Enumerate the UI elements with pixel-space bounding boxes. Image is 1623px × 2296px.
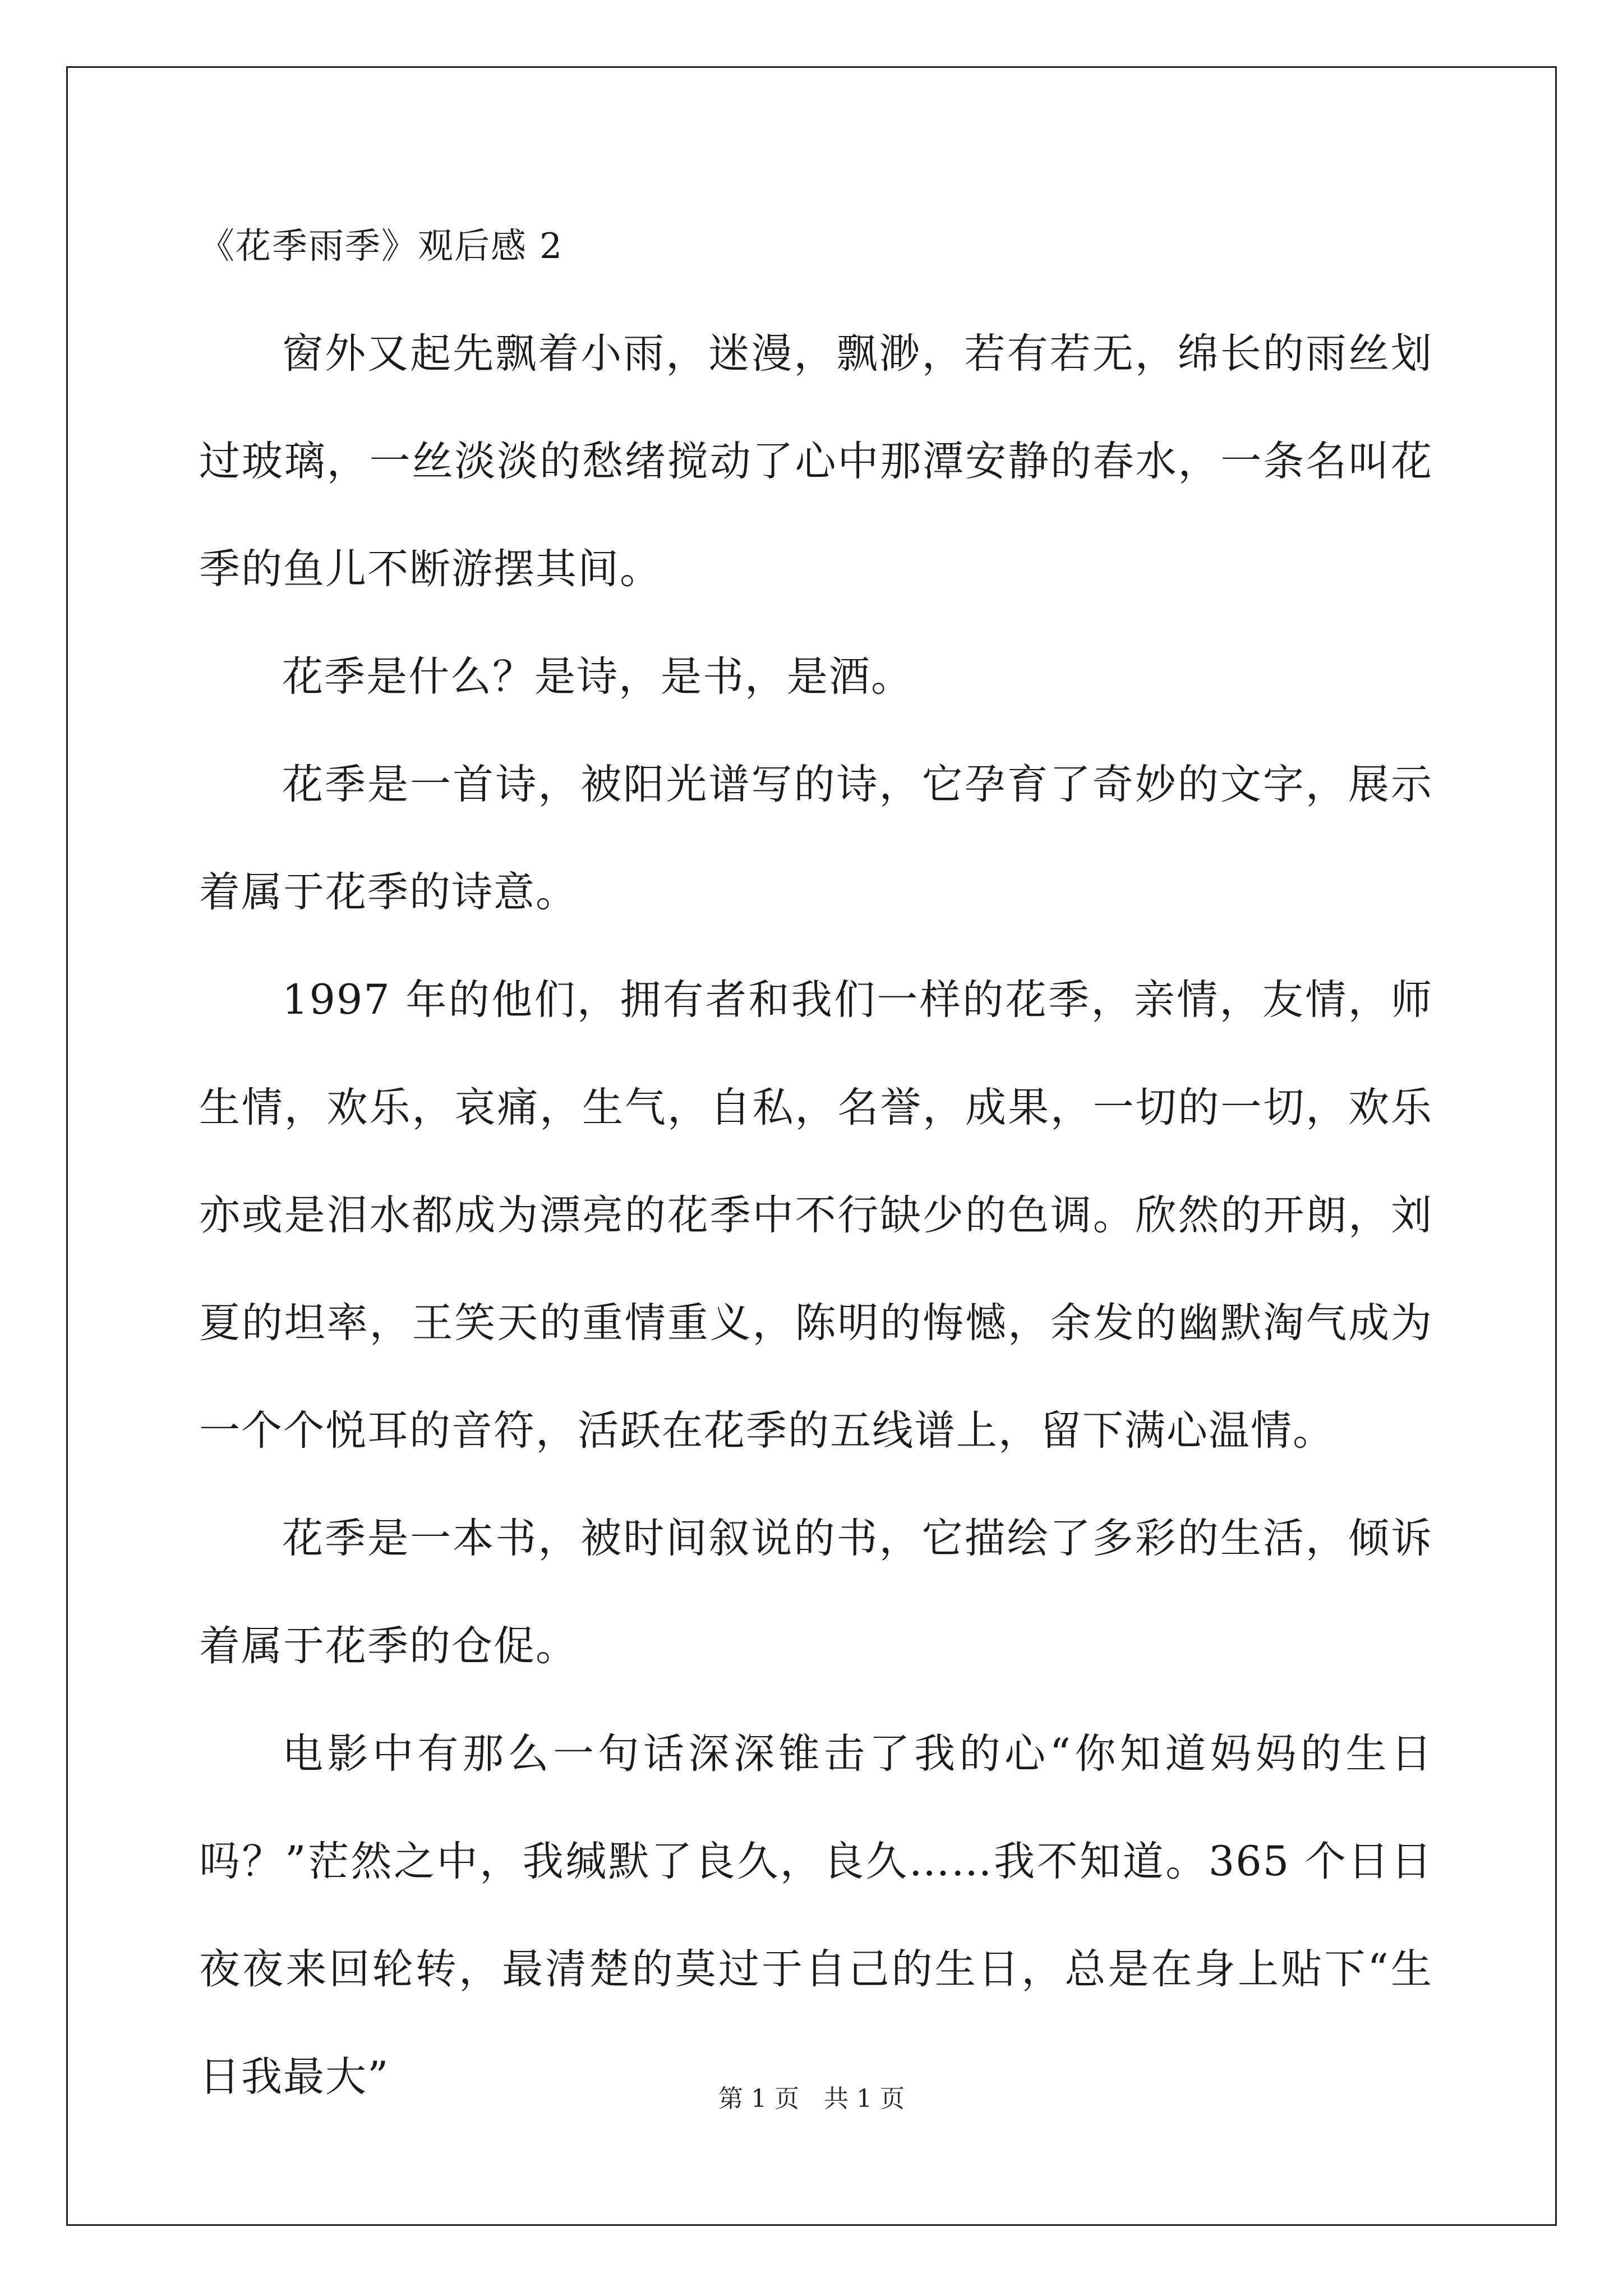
document-body (199, 219, 1433, 2131)
page-footer (0, 2082, 1623, 2116)
paragraph: 1997 年的他们，拥有者和我们一样的花季，亲情，友情，师生情，欢乐，哀痛，生气，自私，名誉，成果，一切的一切，欢乐亦或是泪水都成为漂亮的花季中不行缺少的色调。欣然的开朗，刘夏的坦率，王笑天的重情重义，陈明的悔憾，余发的幽默淘气成为一个个悦耳的音符，活跃在花季的五线谱上，留下满心温情。 (199, 976, 1433, 1455)
paragraph: 花季是一首诗，被阳光谱写的诗，它孕育了奇妙的文字，展示着属于花季的诗意。 (199, 761, 1433, 916)
paragraph: 窗外又起先飘着小雨，迷漫，飘渺，若有若无，绵长的雨丝划过玻璃，一丝淡淡的愁绪搅动了心中那潭安静的春水，一条名叫花季的鱼儿不断游摆其间。 (199, 330, 1433, 593)
paragraph: 花季是一本书，被时间叙说的书，它描绘了多彩的生活，倾诉着属于花季的仓促。 (199, 1515, 1433, 1670)
paragraph: 花季是什么？是诗，是书，是酒。 (282, 653, 913, 701)
page-number: 第 1 页 (718, 2085, 799, 2113)
document-title: 《花季雨季》观后感 2 (199, 226, 564, 266)
paragraph: 电影中有那么一句话深深锥击了我的心“你知道妈妈的生日吗？”茫然之中，我缄默了良久，良久……我不知道。365 个日日夜夜来回轮转，最清楚的莫过于自己的生日，总是在身上贴下“生日我最大” (199, 1730, 1433, 2101)
page-total: 共 1 页 (824, 2085, 905, 2113)
